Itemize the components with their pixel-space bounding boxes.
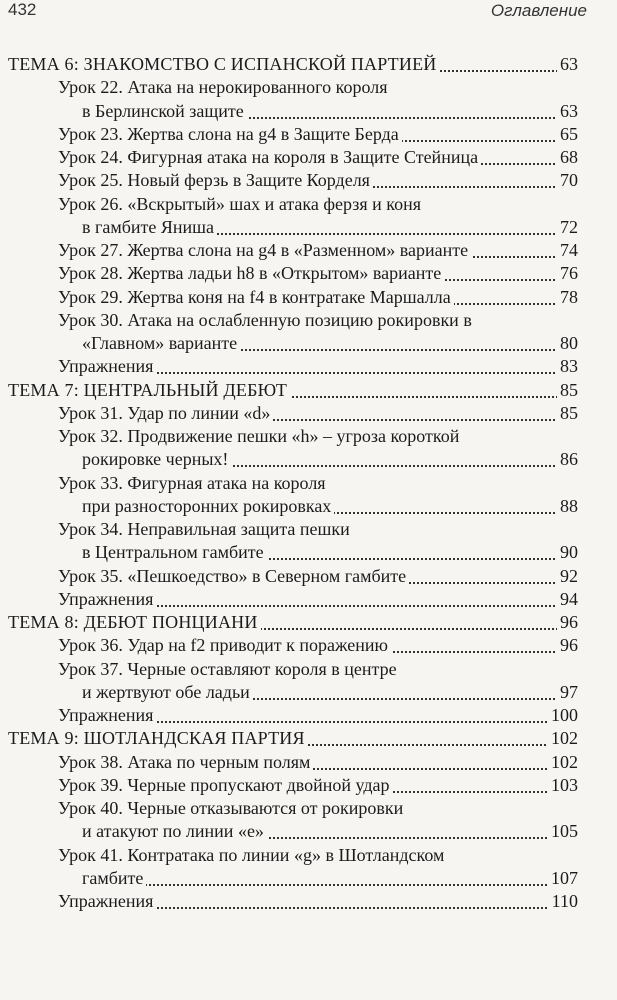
toc-entry-title: Урок 32. Продвижение пешки «h» – угроза короткой bbox=[58, 426, 462, 446]
toc-page-number: 72 bbox=[557, 215, 578, 239]
toc-entry bbox=[58, 424, 578, 448]
page-number: 432 bbox=[8, 0, 37, 19]
toc-page-number: 85 bbox=[557, 378, 578, 402]
toc-entry-title: Урок 26. «Вскрытый» шах и атака ферзя и коня bbox=[58, 194, 424, 214]
toc-page-number: 110 bbox=[549, 889, 578, 913]
toc-page-number: 70 bbox=[557, 168, 578, 192]
toc-entry-title: Урок 25. Новый ферзь в Защите Корделя bbox=[58, 170, 373, 190]
toc-page-number: 94 bbox=[557, 587, 578, 611]
toc-topic bbox=[8, 610, 578, 634]
toc-entry bbox=[58, 564, 578, 588]
toc-entry bbox=[58, 238, 578, 262]
toc-entry bbox=[58, 889, 578, 913]
toc-entry-title: и атакуют по линии «е» bbox=[82, 821, 267, 841]
toc-entry-title: Упражнения bbox=[58, 705, 156, 725]
toc-entry-title: Урок 22. Атака на нерокированного короля bbox=[58, 77, 390, 97]
toc-entry-title: ТЕМА 8: ДЕБЮТ ПОНЦИАНИ bbox=[8, 612, 261, 632]
toc-entry-title: при разносторонних рокировках bbox=[82, 496, 334, 516]
toc-entry bbox=[58, 192, 578, 216]
toc-entry-title: ТЕМА 7: ЦЕНТРАЛЬНЫЙ ДЕБЮТ bbox=[8, 380, 290, 400]
toc-entry-title: ТЕМА 9: ШОТЛАНДСКАЯ ПАРТИЯ bbox=[8, 728, 308, 748]
toc-entry bbox=[58, 657, 578, 681]
toc-page-number: 92 bbox=[557, 564, 578, 588]
toc-entry bbox=[58, 354, 578, 378]
dot-leader bbox=[82, 884, 578, 886]
toc-entry bbox=[58, 773, 578, 797]
toc-page-number: 105 bbox=[548, 819, 578, 843]
toc-entry-title: Упражнения bbox=[58, 891, 156, 911]
toc-entry-title: Урок 29. Жертва коня на f4 в контратаке Маршалла bbox=[58, 287, 454, 307]
toc-entry bbox=[58, 750, 578, 774]
toc-entry-title: «Главном» варианте bbox=[82, 333, 240, 353]
toc-entry-title: Упражнения bbox=[58, 589, 156, 609]
toc-page-number: 100 bbox=[548, 703, 578, 727]
toc-page-number: 83 bbox=[557, 354, 578, 378]
toc-entry-title: рокировке черных! bbox=[82, 449, 231, 469]
toc-entry-title: в Центральном гамбите bbox=[82, 542, 267, 562]
running-head: Оглавление bbox=[490, 1, 587, 20]
toc-entry-title: ТЕМА 6: ЗНАКОМСТВО С ИСПАНСКОЙ ПАРТИЕЙ bbox=[8, 54, 439, 74]
toc-entry bbox=[58, 633, 578, 657]
toc-entry-title: Упражнения bbox=[58, 356, 156, 376]
toc-entry bbox=[58, 471, 578, 495]
toc-entry bbox=[58, 843, 578, 867]
toc-entry-title: Урок 27. Жертва слона на g4 в «Разменном» варианте bbox=[58, 240, 471, 260]
toc-entry-title: Урок 31. Удар по линии «d» bbox=[58, 403, 273, 423]
toc-entry bbox=[82, 447, 578, 471]
toc-entry bbox=[82, 494, 578, 518]
toc-entry-title: гамбите bbox=[82, 868, 146, 888]
toc-page-number: 63 bbox=[557, 99, 578, 123]
toc-entry-title: Урок 36. Удар на f2 приводит к поражению bbox=[58, 635, 391, 655]
toc-entry-title: в гамбите Яниша bbox=[82, 217, 217, 237]
toc-entry-title: в Берлинской защите bbox=[82, 101, 247, 121]
toc-entry bbox=[58, 308, 578, 332]
toc-page-number: 80 bbox=[557, 331, 578, 355]
toc-entry bbox=[58, 75, 578, 99]
toc-entry bbox=[58, 168, 578, 192]
toc-entry-title: Урок 28. Жертва ладьи h8 в «Открытом» варианте bbox=[58, 263, 444, 283]
toc-topic bbox=[8, 726, 578, 750]
toc-page-number: 96 bbox=[557, 633, 578, 657]
toc-page-number: 78 bbox=[557, 285, 578, 309]
toc-entry-title: Урок 30. Атака на ослабленную позицию рокировки в bbox=[58, 310, 475, 330]
toc-entry bbox=[82, 331, 578, 355]
toc-page-number: 96 bbox=[557, 610, 578, 634]
toc-entry bbox=[82, 540, 578, 564]
toc-entry-title: Урок 24. Фигурная атака на короля в Защите Стейница bbox=[58, 147, 481, 167]
toc-entry-title: Урок 40. Черные отказываются от рокировки bbox=[58, 798, 406, 818]
toc-entry bbox=[82, 819, 578, 843]
toc-entry bbox=[58, 145, 578, 169]
toc-entry bbox=[58, 261, 578, 285]
toc-entry bbox=[82, 680, 578, 704]
toc-entry-title: и жертвуют обе ладьи bbox=[82, 682, 253, 702]
toc-topic bbox=[8, 378, 578, 402]
toc-entry bbox=[58, 703, 578, 727]
toc-entry bbox=[58, 587, 578, 611]
toc-page-number: 63 bbox=[557, 52, 578, 76]
toc-page-number: 107 bbox=[548, 866, 578, 890]
toc-entry bbox=[82, 866, 578, 890]
toc-page-number: 85 bbox=[557, 401, 578, 425]
toc-page-number: 86 bbox=[557, 447, 578, 471]
toc-entry-title: Урок 38. Атака по черным полям bbox=[58, 752, 313, 772]
toc-entry-title: Урок 33. Фигурная атака на короля bbox=[58, 473, 329, 493]
toc-entry-title: Урок 41. Контратака по линии «g» в Шотландском bbox=[58, 845, 447, 865]
toc-entry bbox=[58, 122, 578, 146]
toc-entry-title: Урок 35. «Пешкоедство» в Северном гамбите bbox=[58, 566, 409, 586]
toc-entry bbox=[82, 99, 578, 123]
toc-entry-title: Урок 39. Черные пропускают двойной удар bbox=[58, 775, 393, 795]
toc-entry-title: Урок 37. Черные оставляют короля в центре bbox=[58, 659, 400, 679]
toc-page-number: 65 bbox=[557, 122, 578, 146]
toc-page-number: 97 bbox=[557, 680, 578, 704]
toc-page-number: 76 bbox=[557, 261, 578, 285]
toc-page-number: 102 bbox=[548, 726, 578, 750]
toc-topic bbox=[8, 52, 578, 76]
toc-page-number: 90 bbox=[557, 540, 578, 564]
toc-entry bbox=[58, 401, 578, 425]
toc-entry bbox=[58, 796, 578, 820]
toc-page-number: 103 bbox=[548, 773, 578, 797]
toc-entry-title: Урок 23. Жертва слона на g4 в Защите Берда bbox=[58, 124, 402, 144]
toc-page-number: 102 bbox=[548, 750, 578, 774]
toc-entry bbox=[82, 215, 578, 239]
toc-entry-title: Урок 34. Неправильная защита пешки bbox=[58, 519, 353, 539]
toc-page-number: 68 bbox=[557, 145, 578, 169]
toc-entry bbox=[58, 285, 578, 309]
toc-entry bbox=[58, 517, 578, 541]
toc-page-number: 88 bbox=[557, 494, 578, 518]
toc-page-number: 74 bbox=[557, 238, 578, 262]
